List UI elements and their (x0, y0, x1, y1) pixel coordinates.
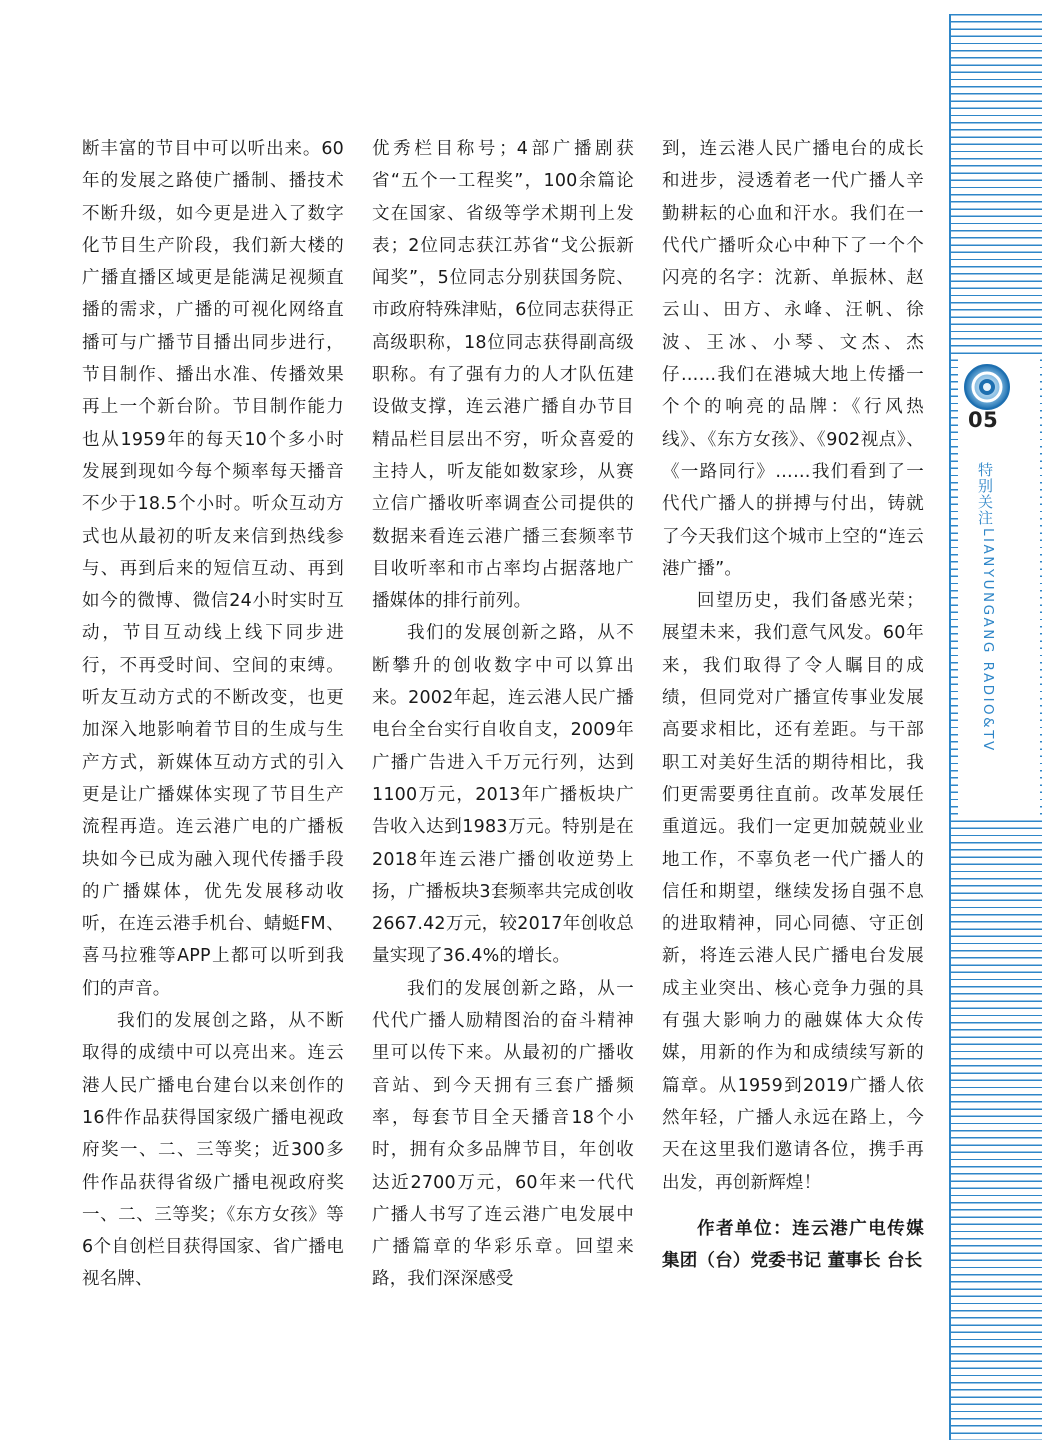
author-affiliation: 作者单位：连云港广电传媒集团（台）党委书记 董事长 台长 (662, 1218, 924, 1272)
paragraph: 回望历史，我们备感光荣；展望未来，我们意气风发。60年来，我们取得了令人瞩目的成绩，但同党对广播宣传事业发展高要求相比，还有差距。与干部职工对美好生活的期待相比，我们更需要勇往直前。改革发展任重道远。我们一定更加兢兢业业地工作，不辜负老一代广播人的信任和期望，继续发扬自强不息的进取精神，同心同德、守正创新，将连云港人民广播电台发展成主业突出、核心竞争力强的具有强大影响力的融媒体大众传媒，用新的作为和成绩续写新的篇章。从1959到2019广播人依然年轻，广播人永远在路上，今天在这里我们邀请各位，携手再出发，再创新辉煌！ (662, 591, 924, 1193)
page-number: 05 (968, 408, 999, 432)
paragraph: 我们的发展创新之路，从不断攀升的创收数字中可以算出来。2002年起，连云港人民广播电台全台实行自收自支，2009年广播广告进入千万元行列，达到1100万元，2013年广播板块广告收入达到1983万元。特别是在2018年连云港广播创收逆势上扬，广播板块3套频率共完成创收2667.42万元，较2017年创收总量实现了36.4%的增长。 (372, 623, 634, 967)
paragraph: 断丰富的节目中可以听出来。60年的发展之路使广播制、播技术不断升级，如今更是进入了数字化节目生产阶段，我们新大楼的广播直播区域更是能满足视频直播的需求，广播的可视化网络直播可与广播节目播出同步进行，节目制作、播出水准、传播效果再上一个新台阶。节目制作能力也从1959年的每天10个多小时发展到现如今每个频率每天播音不少于18.5个小时。听众互动方式也从最初的听友来信到热线参与、再到后来的短信互动、再到如今的微博、微信24小时实时互动，节目互动线上线下同步进行，不再受时间、空间的束缚。听友互动方式的不断改变，也更加深入地影响着节目的生成与生产方式，新媒体互动方式的引入更是让广播媒体实现了节目生产流程再造。连云港广电的广播板块如今已成为融入现代传播手段的广播媒体，优先发展移动收听，在连云港手机台、蜻蜓FM、喜马拉雅等APP上都可以听到我们的声音。 (82, 139, 344, 999)
paragraph: 我们的发展创之路，从不断取得的成绩中可以亮出来。连云港人民广播电台建台以来创作的16件作品获得国家级广播电视政府奖一、二、三等奖；近300多件作品获得省级广播电视政府奖一、二、三等奖；《东方女孩》等6个自创栏目获得国家、省广播电视名牌、 (82, 1011, 344, 1290)
section-title: 特别关注 (976, 462, 994, 526)
section-subtitle-en: LIANYUNGANG RADIO&TV (980, 528, 996, 753)
article-column-1 (82, 133, 344, 1296)
paragraph: 优秀栏目称号；4部广播剧获省“五个一工程奖”，100余篇论文在国家、省级等学术期刊上发表；2位同志获江苏省“戈公振新闻奖”，5位同志分别获国务院、市政府特殊津贴，6位同志获得正高级职称，18位同志获得副高级职称。有了强有力的人才队伍建设做支撑，连云港广播自办节目精品栏目层出不穷，听众喜爱的主持人，听友能如数家珍，从赛立信广播收听率调查公司提供的数据来看连云港广播三套频率节目收听率和市占率均占据落地广播媒体的排行前列。 (372, 139, 634, 612)
article-column-2 (372, 133, 634, 1296)
article-column-3 (662, 133, 924, 1277)
swirl-logo-icon (962, 362, 1012, 412)
paragraph: 我们的发展创新之路，从一代代广播人励精图治的奋斗精神里可以传下来。从最初的广播收音站、到今天拥有三套广播频率，每套节目全天播音18个小时，拥有众多品牌节目，年创收达近2700万元，60年来一代代广播人书写了连云港广电发展中广播篇章的华彩乐章。回望来路，我们深深感受 (372, 978, 634, 1290)
paragraph: 到，连云港人民广播电台的成长和进步，浸透着老一代广播人辛勤耕耘的心血和汗水。我们在一代代广播听众心中种下了一个个闪亮的名字：沈新、单振林、赵云山、田方、永峰、汪帆、徐波、王冰、小琴、文杰、杰仔……我们在港城大地上传播一个个的响亮的品牌：《行风热线》、《东方女孩》、《902视点》、《一路同行》……我们看到了一代代广播人的拼搏与付出，铸就了今天我们这个城市上空的“连云港广播”。 (662, 139, 924, 579)
